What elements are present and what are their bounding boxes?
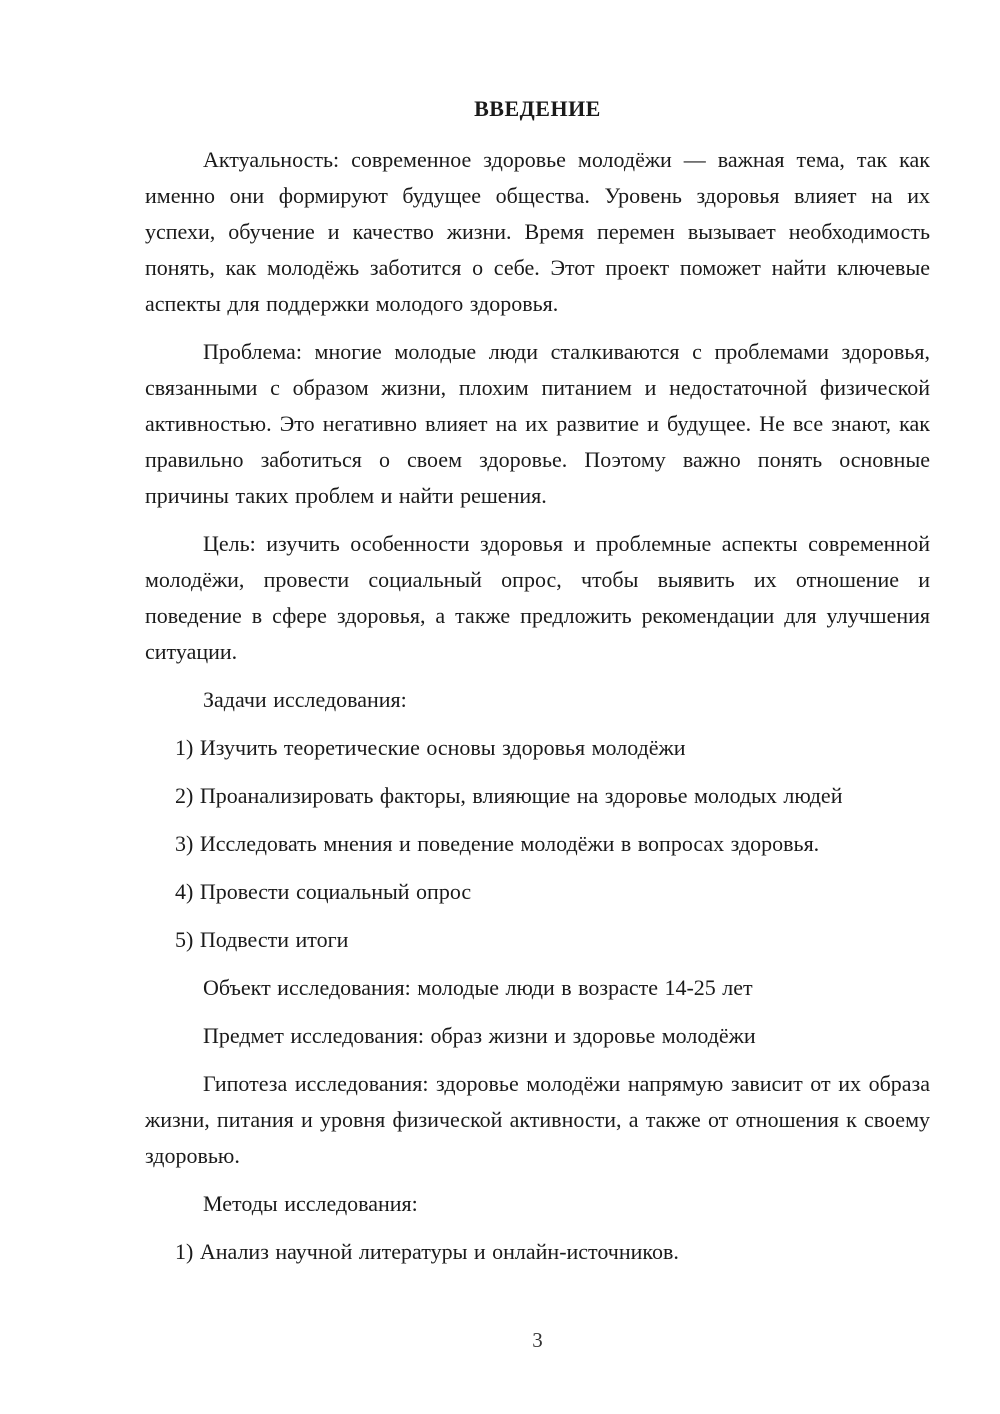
list-item-4: 4) Провести социальный опрос <box>175 879 472 904</box>
list-item-1: 1) Изучить теоретические основы здоровья молодёжи <box>175 735 686 760</box>
paragraph-zadachi-heading: Задачи исследования: <box>203 687 407 712</box>
page-number: 3 <box>532 1328 543 1352</box>
document-title: ВВЕДЕНИЕ <box>474 96 601 121</box>
list-item-5: 5) Подвести итоги <box>175 927 349 952</box>
list-item-metody-1: 1) Анализ научной литературы и онлайн-источников. <box>175 1239 679 1264</box>
paragraph-aktualnost: Актуальность: современное здоровье молодёжи — важная тема, так как именно они формируют будущее общества. Уровень здоровья влияет на их успехи, обучение и качество жизни. Время перемен вызывает необходимость понять, как молодёжь заботится о себе. Этот проект поможет найти ключевые аспекты для поддержки молодого здоровья. <box>145 147 930 316</box>
paragraph-gipoteza: Гипотеза исследования: здоровье молодёжи напрямую зависит от их образа жизни, питания и уровня физической активности, а также от отношения к своему здоровью. <box>145 1071 930 1168</box>
paragraph-predmet: Предмет исследования: образ жизни и здоровье молодёжи <box>203 1023 756 1048</box>
paragraph-cel: Цель: изучить особенности здоровья и проблемные аспекты современной молодёжи, провести социальный опрос, чтобы выявить их отношение и поведение в сфере здоровья, а также предложить рекомендации для улучшения ситуации. <box>145 531 930 664</box>
list-item-3: 3) Исследовать мнения и поведение молодёжи в вопросах здоровья. <box>175 831 820 856</box>
paragraph-metody-heading: Методы исследования: <box>203 1191 418 1216</box>
paragraph-problema: Проблема: многие молодые люди сталкиваются с проблемами здоровья, связанными с образом жизни, плохим питанием и недостаточной физической активностью. Это негативно влияет на их развитие и будущее. Не все знают, как правильно заботиться о своем здоровье. Поэтому важно понять основные причины таких проблем и найти решения. <box>145 339 930 508</box>
paragraph-obekt: Объект исследования: молодые люди в возрасте 14-25 лет <box>203 975 753 1000</box>
list-item-2: 2) Проанализировать факторы, влияющие на здоровье молодых людей <box>175 783 843 808</box>
